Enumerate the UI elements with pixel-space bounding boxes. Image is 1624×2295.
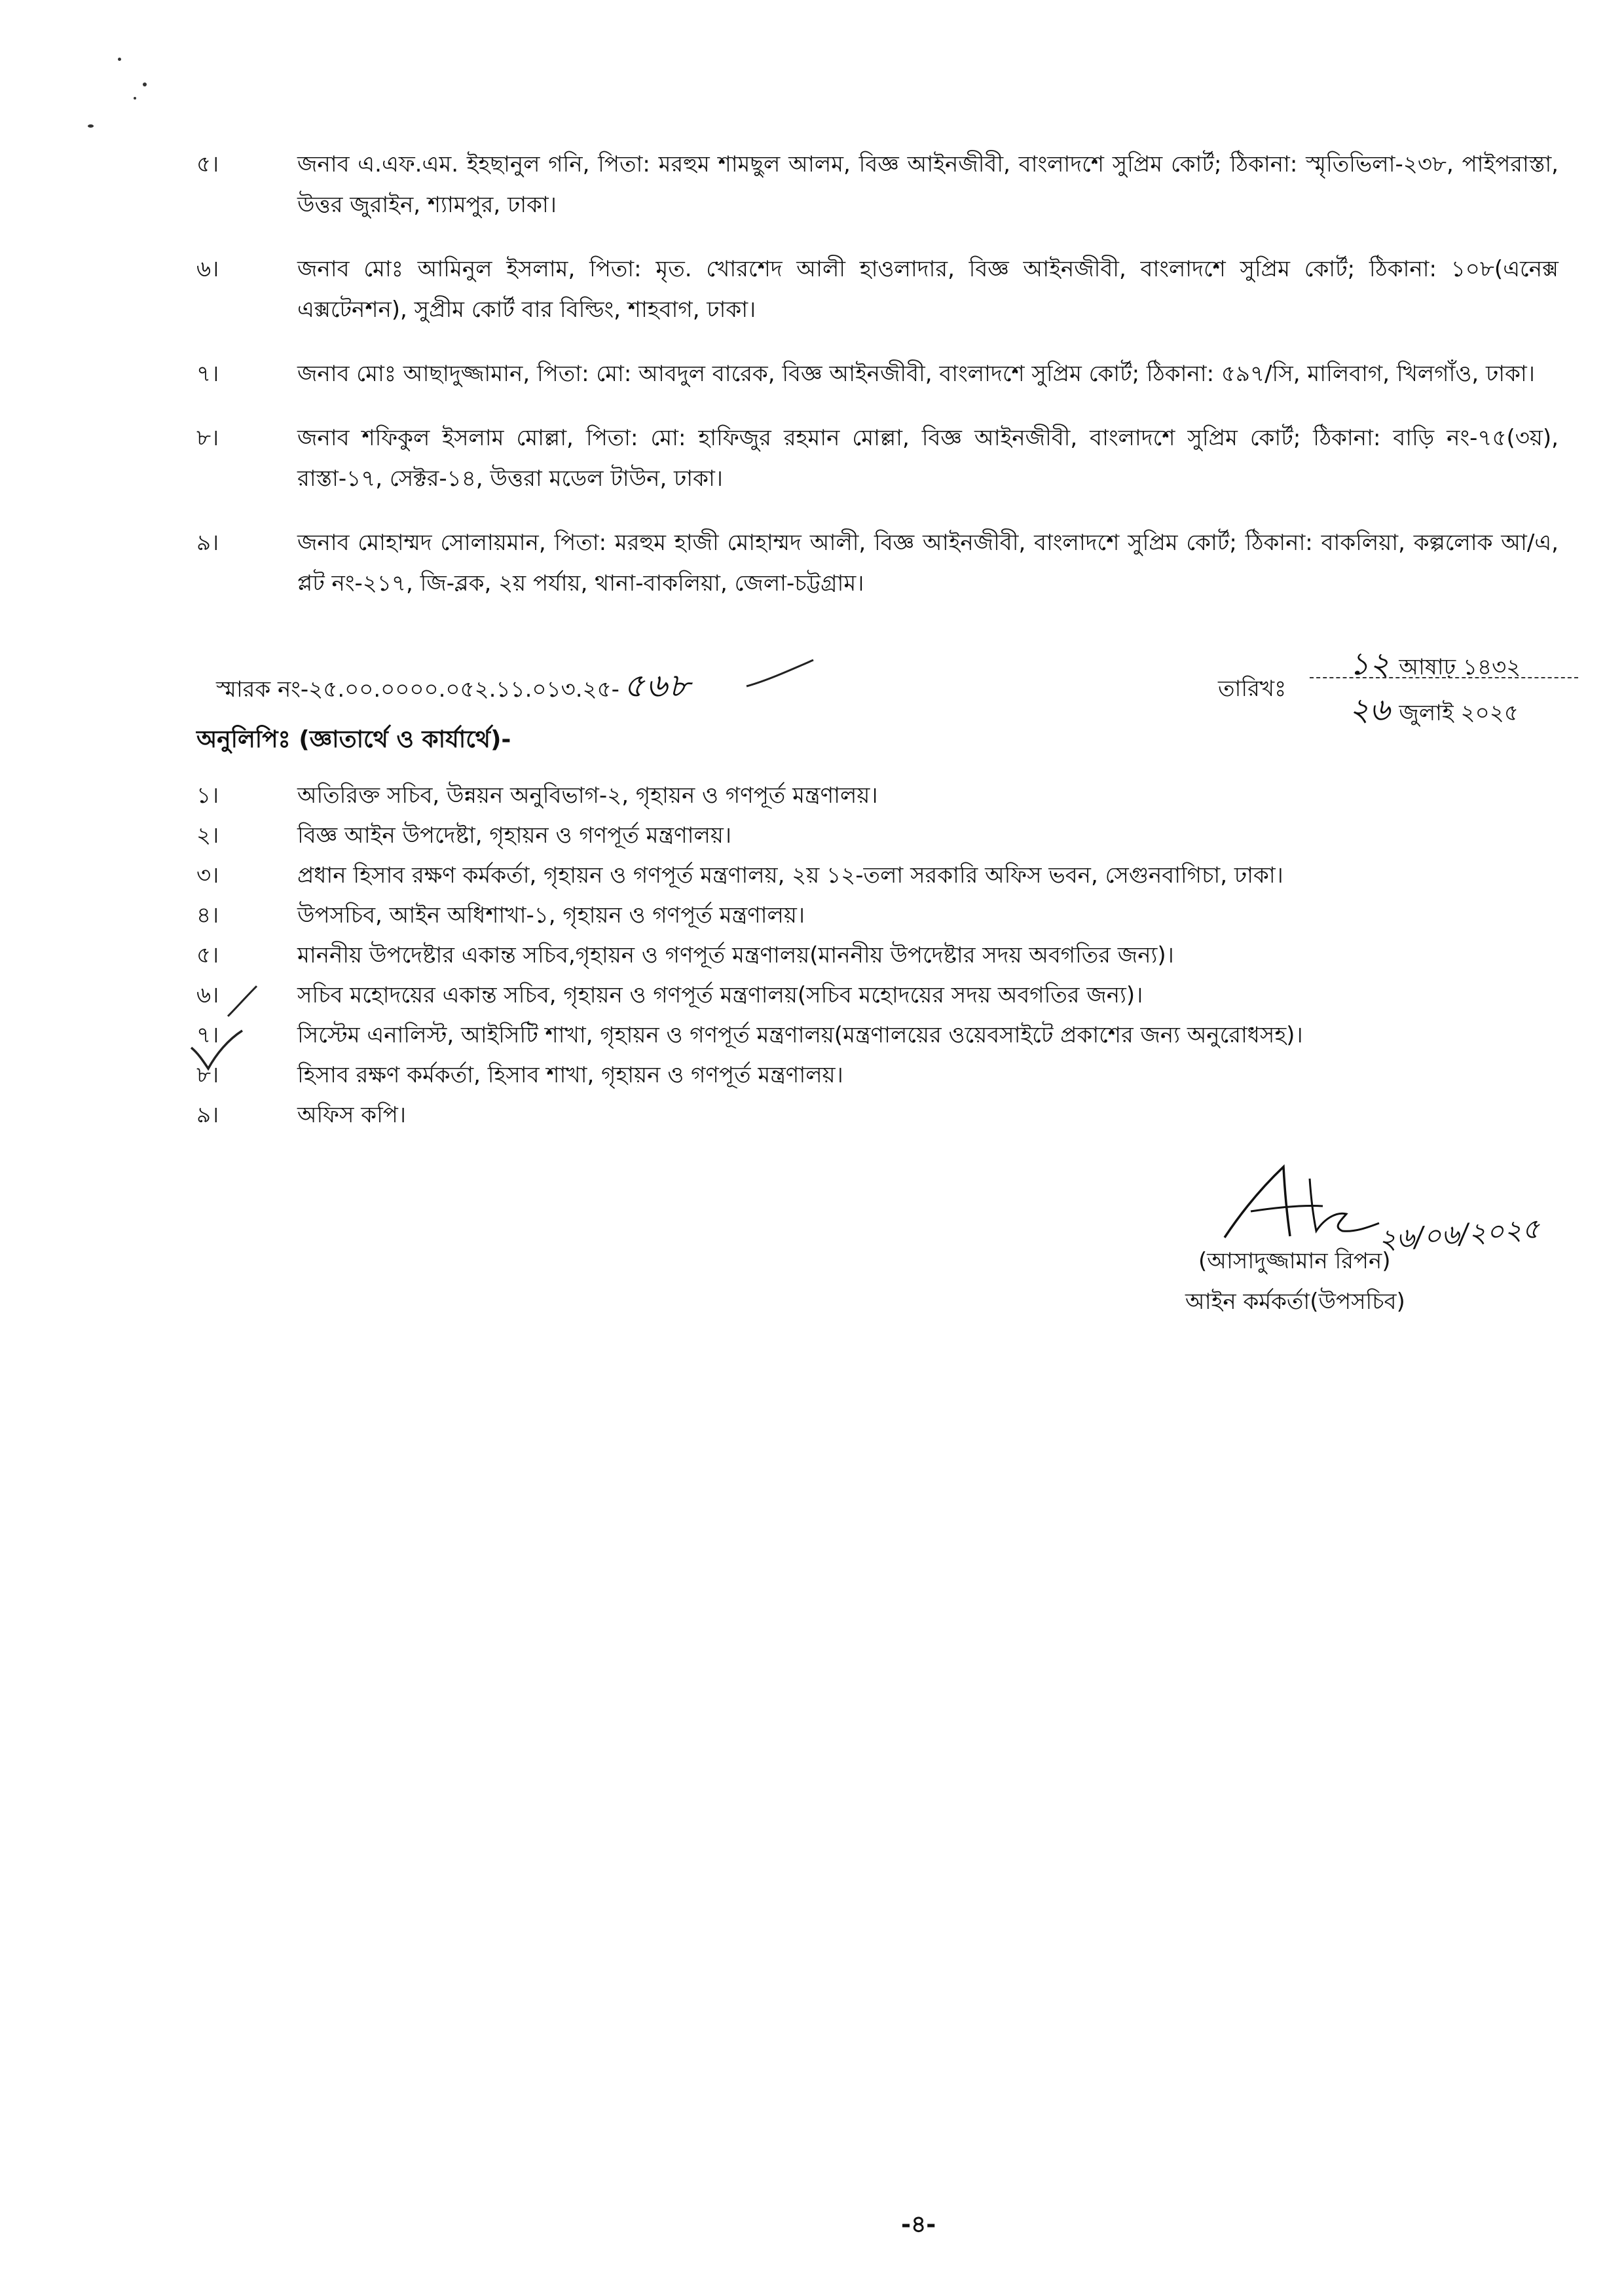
memo-label: স্মারক নং-২৫.০০.০০০০.০৫২.১১.০১৩.২৫- xyxy=(216,676,619,703)
copy-item xyxy=(196,1016,1572,1056)
date-bangla-month-year: আষাঢ় ১৪৩২ xyxy=(1399,654,1521,680)
copy-recipient: সচিব মহোদয়ের একান্ত সচিব, গৃহায়ন ও গণপূর্ত মন্ত্রণালয়(সচিব মহোদয়ের সদয় অবগতির জন্য)। xyxy=(297,982,1143,1008)
lawyer-item xyxy=(196,523,1559,604)
copy-item xyxy=(196,816,1572,856)
memo-number xyxy=(216,661,691,716)
signer-designation: আইন কর্মকর্তা(উপসচিব) xyxy=(1185,1289,1405,1315)
lawyer-details: জনাব মোঃ আমিনুল ইসলাম, পিতা: মৃত. খোরশেদ আলী হাওলাদার, বিজ্ঞ আইনজীবী, বাংলাদশে সুপ্রিম কোর্ট; ঠিকানা: ১০৮(এনেক্স এক্সটেনশন), সুপ্রীম কোর্ট বার বিল্ডিং, শাহবাগ, ঢাকা। xyxy=(297,256,1559,323)
copy-number: ৩। xyxy=(196,862,219,889)
lawyer-details: জনাব শফিকুল ইসলাম মোল্লা, পিতা: মো: হাফিজুর রহমান মোল্লা, বিজ্ঞ আইনজীবী, বাংলাদশে সুপ্রিম কোর্ট; ঠিকানা: বাড়ি নং-৭৫(৩য়), রাস্তা-১৭, সেক্টর-১৪, উত্তরা মডেল টাউন, ঢাকা। xyxy=(297,425,1559,492)
copy-recipient: সিস্টেম এনালিস্ট, আইসিটি শাখা, গৃহায়ন ও গণপূর্ত মন্ত্রণালয়(মন্ত্রণালয়ের ওয়েবসাইটে প্রকাশের জন্য অনুরোধসহ)। xyxy=(297,1022,1303,1048)
copy-recipient: হিসাব রক্ষণ কর্মকর্তা, হিসাব শাখা, গৃহায়ন ও গণপূর্ত মন্ত্রণালয়। xyxy=(297,1062,843,1088)
signature-handwritten-date: ২৬/০৬/২০২৫ xyxy=(1377,1212,1541,1256)
copy-item xyxy=(196,896,1572,936)
copy-number: ৮। xyxy=(196,1062,219,1088)
scan-speck xyxy=(143,83,147,86)
date-block xyxy=(1218,635,1585,728)
copy-item xyxy=(196,936,1572,976)
copy-item xyxy=(196,1095,1572,1135)
signature-mark xyxy=(1211,1159,1382,1251)
memo-handwritten-number: ৫৬৮ xyxy=(623,667,692,705)
date-divider xyxy=(1310,677,1578,678)
date-label: তারিখঃ xyxy=(1218,676,1287,702)
copy-recipient: মাননীয় উপদেষ্টার একান্ত সচিব,গৃহায়ন ও গণপূর্ত মন্ত্রণালয়(মাননীয় উপদেষ্টার সদয় অবগতির জন্য)। xyxy=(297,942,1174,968)
memo-underline-stroke xyxy=(740,655,819,694)
lawyer-details: জনাব মোহাম্মদ সোলায়মান, পিতা: মরহুম হাজী মোহাম্মদ আলী, বিজ্ঞ আইনজীবী, বাংলাদশে সুপ্রিম কোর্ট; ঠিকানা: বাকলিয়া, কল্পলোক আ/এ, প্লট নং-২১৭, জি-ব্লক, ২য় পর্যায়, থানা-বাকলিয়া, জেলা-চট্টগ্রাম। xyxy=(297,530,1559,597)
date-english-month-year: জুলাই ২০২৫ xyxy=(1399,700,1519,726)
signature-block xyxy=(1166,1159,1559,1342)
copy-item xyxy=(196,776,1572,816)
copy-recipient: উপসচিব, আইন অধিশাখা-১, গৃহায়ন ও গণপূর্ত মন্ত্রণালয়। xyxy=(297,902,805,928)
copy-recipient: অফিস কপি। xyxy=(297,1102,407,1128)
lawyer-number: ৯। xyxy=(196,530,219,556)
copy-item xyxy=(196,856,1572,896)
date-english xyxy=(1349,686,1519,738)
lawyer-item xyxy=(196,144,1559,225)
copy-to-heading: অনুলিপিঃ (জ্ঞাতার্থে ও কার্যার্থে)- xyxy=(196,726,511,753)
lawyer-item xyxy=(196,418,1559,499)
date-english-day: ২৬ xyxy=(1349,691,1390,728)
copy-list xyxy=(196,776,1572,1135)
lawyer-number: ৭। xyxy=(196,361,219,387)
copy-item xyxy=(196,976,1572,1016)
lawyer-item xyxy=(196,249,1559,330)
scan-speck xyxy=(88,124,94,128)
date-bangla xyxy=(1349,640,1521,692)
page-number: -৪- xyxy=(901,2211,936,2238)
date-bangla-day: ১২ xyxy=(1349,646,1390,682)
copy-item xyxy=(196,1056,1572,1095)
copy-number: ৭। xyxy=(196,1022,219,1048)
copy-number: ৪। xyxy=(196,902,219,928)
lawyer-list xyxy=(196,144,1559,627)
copy-recipient: অতিরিক্ত সচিব, উন্নয়ন অনুবিভাগ-২, গৃহায়ন ও গণপূর্ত মন্ত্রণালয়। xyxy=(297,782,878,809)
lawyer-number: ৮। xyxy=(196,425,219,451)
lawyer-number: ৫। xyxy=(196,151,219,177)
signer-name: (আসাদুজ্জামান রিপন) xyxy=(1198,1248,1391,1274)
scan-speck xyxy=(118,58,121,61)
copy-number: ৫। xyxy=(196,942,219,968)
lawyer-item xyxy=(196,354,1559,394)
copy-number: ৯। xyxy=(196,1102,219,1128)
lawyer-details: জনাব এ.এফ.এম. ইহছানুল গনি, পিতা: মরহুম শামছুল আলম, বিজ্ঞ আইনজীবী, বাংলাদশে সুপ্রিম কোর্ট; ঠিকানা: স্মৃতিভিলা-২৩৮, পাইপরাস্তা, উত্তর জুরাইন, শ্যামপুর, ঢাকা। xyxy=(297,151,1559,218)
copy-number: ৬। xyxy=(196,982,219,1008)
copy-recipient: বিজ্ঞ আইন উপদেষ্টা, গৃহায়ন ও গণপূর্ত মন্ত্রণালয়। xyxy=(297,822,732,849)
scan-speck xyxy=(134,97,136,100)
lawyer-number: ৬। xyxy=(196,256,219,282)
copy-number: ১। xyxy=(196,782,219,809)
lawyer-details: জনাব মোঃ আছাদুজ্জামান, পিতা: মো: আবদুল বারেক, বিজ্ঞ আইনজীবী, বাংলাদশে সুপ্রিম কোর্ট; ঠিকানা: ৫৯৭/সি, মালিবাগ, খিলগাঁও, ঢাকা। xyxy=(297,361,1535,387)
copy-recipient: প্রধান হিসাব রক্ষণ কর্মকর্তা, গৃহায়ন ও গণপূর্ত মন্ত্রণালয়, ২য় ১২-তলা সরকারি অফিস ভবন, সেগুনবাগিচা, ঢাকা। xyxy=(297,862,1283,889)
copy-number: ২। xyxy=(196,822,219,849)
